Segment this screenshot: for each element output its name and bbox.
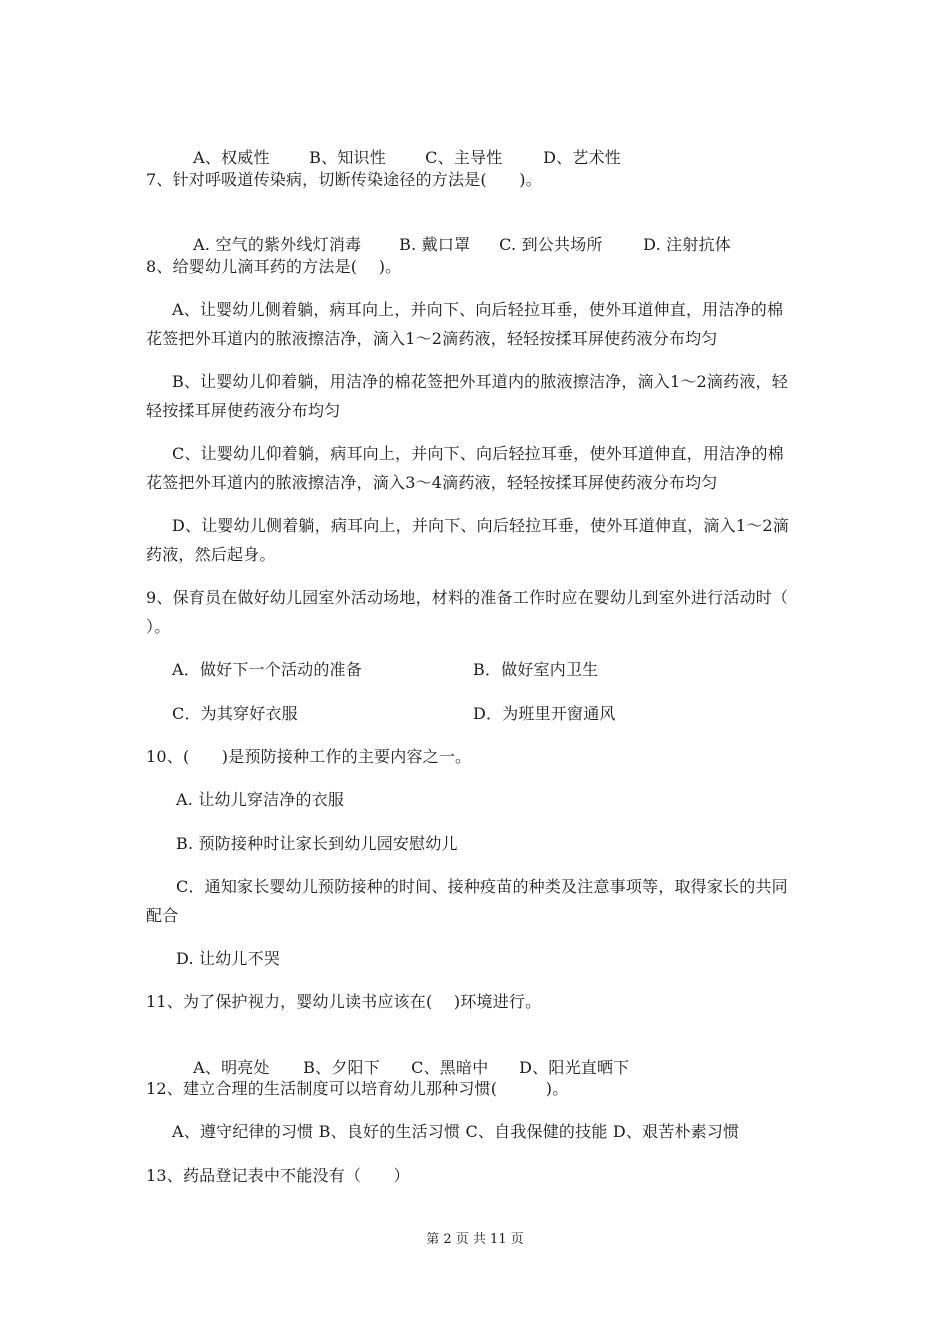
q7-option-d: D. 注射抗体	[643, 235, 731, 254]
q9-question-line1: 9、保育员在做好幼儿园室外活动场地，材料的准备工作时应在婴幼儿到室外进行活动时（	[146, 588, 789, 607]
q9-question-line2: ）。	[146, 617, 171, 636]
q8-option-b-line2: 轻按揉耳屏使药液分布均匀	[146, 401, 341, 420]
q6-option-d: D、艺术性	[543, 148, 621, 167]
q7-question: 7、针对呼吸道传染病，切断传染途径的方法是( )。	[146, 170, 542, 189]
q8-option-d-line1: D、让婴幼儿侧着躺，病耳向上，并向下、向后轻拉耳垂，使外耳道伸直，滴入1～2滴	[172, 516, 789, 535]
q10-question: 10、( )是预防接种工作的主要内容之一。	[146, 747, 472, 766]
q8-option-c-line1: C、让婴幼儿仰着躺，病耳向上，并向下、向后轻拉耳垂，使外耳道伸直，用洁净的棉	[172, 444, 784, 463]
q11-option-b: B、夕阳下	[303, 1058, 380, 1077]
q8-option-c-line2: 花签把外耳道内的脓液擦洁净，滴入3～4滴药液，轻轻按揉耳屏使药液分布均匀	[146, 473, 718, 492]
q8-option-a-line2: 花签把外耳道内的脓液擦洁净，滴入1～2滴药液，轻轻按揉耳屏使药液分布均匀	[146, 329, 718, 348]
q11-option-d: D、阳光直晒下	[519, 1058, 630, 1077]
q8-question: 8、给婴幼儿滴耳药的方法是( )。	[146, 257, 402, 276]
page-footer: 第 2 页 共 11 页	[426, 1232, 524, 1247]
q9-option-d: D．为班里开窗通风	[473, 704, 616, 723]
q10-option-a: A. 让幼儿穿洁净的衣服	[176, 790, 345, 809]
q8-option-d-line2: 药液，然后起身。	[146, 545, 276, 564]
q10-option-c-line2: 配合	[146, 906, 179, 925]
q10-option-c-line1: C．通知家长婴幼儿预防接种的时间、接种疫苗的种类及注意事项等，取得家长的共同	[176, 877, 788, 896]
q11-question: 11、为了保护视力，婴幼儿读书应该在( )环境进行。	[146, 992, 542, 1011]
q7-option-a: A. 空气的紫外线灯消毒	[193, 235, 362, 254]
q12-question: 12、建立合理的生活制度可以培育幼儿那种习惯( )。	[146, 1079, 569, 1098]
q10-option-d: D. 让幼儿不哭	[176, 949, 281, 968]
q11-option-c: C、黑暗中	[411, 1058, 489, 1077]
q6-option-c: C、主导性	[425, 148, 503, 167]
q9-option-a: A．做好下一个活动的准备	[172, 660, 362, 679]
q11-option-a: A、明亮处	[193, 1058, 270, 1077]
q12-options: A、遵守纪律的习惯 B、良好的生活习惯 C、自我保健的技能 D、艰苦朴素习惯	[172, 1122, 740, 1141]
q6-option-b: B、知识性	[309, 148, 386, 167]
q13-question: 13、药品登记表中不能没有（ ）	[146, 1166, 410, 1185]
q9-option-b: B．做好室内卫生	[473, 660, 599, 679]
q7-option-c: C. 到公共场所	[499, 235, 603, 254]
q7-option-b: B. 戴口罩	[399, 235, 471, 254]
q9-option-c: C．为其穿好衣服	[172, 704, 298, 723]
q8-option-b-line1: B、让婴幼儿仰着躺，用洁净的棉花签把外耳道内的脓液擦洁净，滴入1～2滴药液，轻	[172, 372, 788, 391]
q6-option-a: A、权威性	[193, 148, 270, 167]
q10-option-b: B. 预防接种时让家长到幼儿园安慰幼儿	[176, 834, 458, 853]
q8-option-a-line1: A、让婴幼儿侧着躺，病耳向上，并向下、向后轻拉耳垂，使外耳道伸直，用洁净的棉	[172, 300, 784, 319]
